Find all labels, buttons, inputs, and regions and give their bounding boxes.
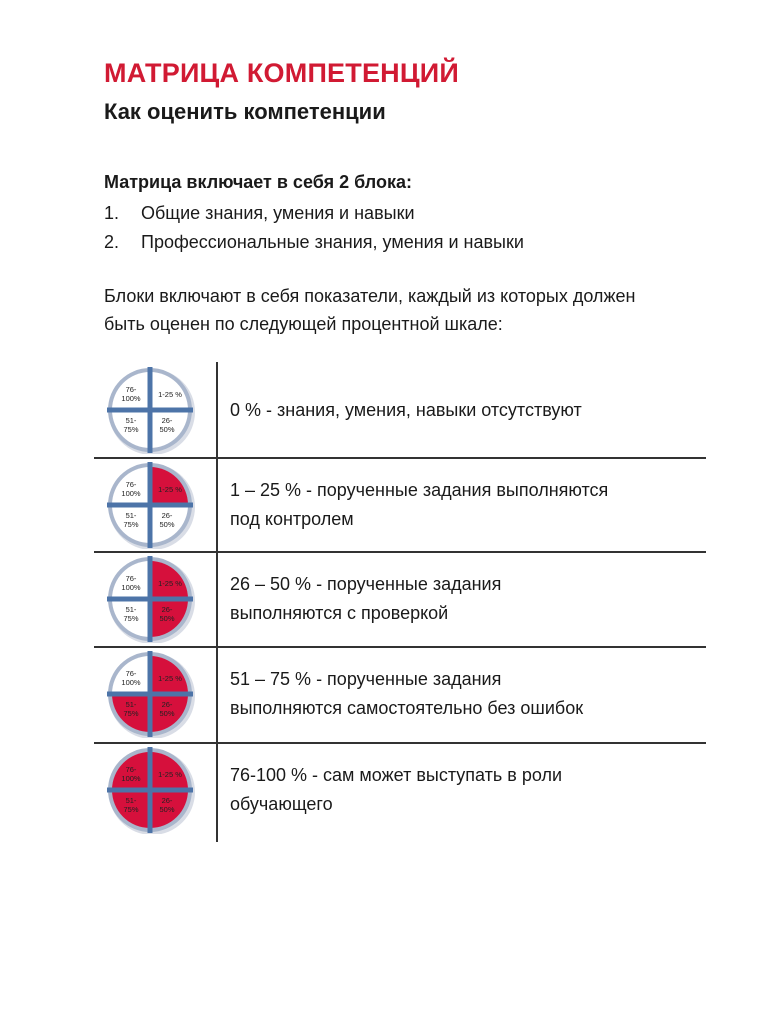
table-row (94, 742, 706, 838)
level-line-1: 51 – 75 % - порученные задания (230, 669, 502, 689)
pie-cross-horizontal (107, 408, 193, 413)
quadrant-label-51-75: 51- (125, 511, 137, 520)
quadrant-label-26-50: 26- (161, 700, 173, 709)
level-description (230, 646, 696, 742)
quadrant-label-26-50: 26- (161, 511, 173, 520)
intro-paragraph: Блоки включают в себя показатели, каждый из которых должен быть оценен по следующей процентной шкале: (104, 286, 636, 334)
quadrant-label-76-100: 76- (125, 765, 137, 774)
quadrant-label-51-75: 51- (125, 416, 137, 425)
quadrant-label-76-100: 100% (121, 678, 141, 687)
list-item-text: Общие знания, умения и навыки (141, 203, 415, 223)
level-description (230, 551, 696, 647)
pie-quadrant-icon (104, 746, 196, 834)
quadrant-label-51-75: 75% (123, 709, 139, 718)
quadrant-label-76-100: 76- (125, 669, 137, 678)
quadrant-label-26-50: 26- (161, 605, 173, 614)
level-line-1: 0 % - знания, умения, навыки отсутствуют (230, 399, 582, 420)
quadrant-label-76-100: 76- (125, 385, 137, 394)
list-item-number: 1. (104, 203, 120, 223)
table-row (94, 646, 706, 742)
quadrant-label-1-25: 1-25 % (158, 770, 182, 779)
quadrant-label-51-75: 51- (125, 796, 137, 805)
level-line-2: выполняются самостоятельно без ошибок (230, 698, 584, 718)
pie-cross-horizontal (107, 788, 193, 793)
quadrant-label-1-25: 1-25 % (158, 579, 182, 588)
quadrant-label-51-75: 75% (123, 614, 139, 623)
pie-quadrant-icon (104, 366, 196, 454)
table-row (94, 362, 706, 458)
quadrant-label-51-75: 75% (123, 520, 139, 529)
pie-cross-horizontal (107, 692, 193, 697)
level-line-1: 1 – 25 % - порученные задания выполняются (230, 480, 609, 500)
quadrant-label-51-75: 51- (125, 605, 137, 614)
level-description (230, 457, 696, 553)
level-description (230, 742, 696, 838)
list-item-text: Профессиональные знания, умения и навыки (141, 232, 524, 252)
level-line-2: под контролем (230, 509, 354, 529)
quadrant-label-26-50: 50% (159, 805, 175, 814)
quadrant-label-26-50: 50% (159, 709, 175, 718)
table-row (94, 457, 706, 553)
quadrant-label-51-75: 51- (125, 700, 137, 709)
pie-cross-horizontal (107, 597, 193, 602)
page-title: МАТРИЦА КОМПЕТЕНЦИЙ (104, 58, 459, 88)
quadrant-label-1-25: 1-25 % (158, 485, 182, 494)
level-line-1: 26 – 50 % - порученные задания (230, 574, 502, 594)
quadrant-label-51-75: 75% (123, 805, 139, 814)
scale-table (94, 362, 706, 842)
quadrant-label-26-50: 26- (161, 416, 173, 425)
list-item-number: 2. (104, 232, 120, 252)
quadrant-label-26-50: 50% (159, 614, 175, 623)
quadrant-label-76-100: 100% (121, 583, 141, 592)
quadrant-label-76-100: 100% (121, 774, 141, 783)
quadrant-label-76-100: 100% (121, 489, 141, 498)
blocks-heading: Матрица включает в себя 2 блока: (104, 172, 412, 192)
pie-cross-horizontal (107, 503, 193, 508)
list-item (104, 230, 524, 259)
quadrant-label-76-100: 76- (125, 574, 137, 583)
blocks-list (104, 201, 524, 259)
list-item (104, 201, 524, 230)
quadrant-label-76-100: 76- (125, 480, 137, 489)
pie-quadrant-icon (104, 555, 196, 643)
quadrant-label-26-50: 50% (159, 425, 175, 434)
quadrant-label-26-50: 50% (159, 520, 175, 529)
level-line-1: 76-100 % - сам может выступать в роли (230, 765, 562, 785)
level-line-2: выполняются с проверкой (230, 603, 449, 623)
quadrant-label-51-75: 75% (123, 425, 139, 434)
quadrant-label-26-50: 26- (161, 796, 173, 805)
page-subtitle: Как оценить компетенции (104, 99, 386, 124)
pie-quadrant-icon (104, 650, 196, 738)
pie-quadrant-icon (104, 461, 196, 549)
level-line-2: обучающего (230, 794, 333, 814)
level-description (230, 362, 696, 458)
quadrant-label-1-25: 1-25 % (158, 674, 182, 683)
table-row (94, 551, 706, 647)
quadrant-label-76-100: 100% (121, 394, 141, 403)
quadrant-label-1-25: 1-25 % (158, 390, 182, 399)
